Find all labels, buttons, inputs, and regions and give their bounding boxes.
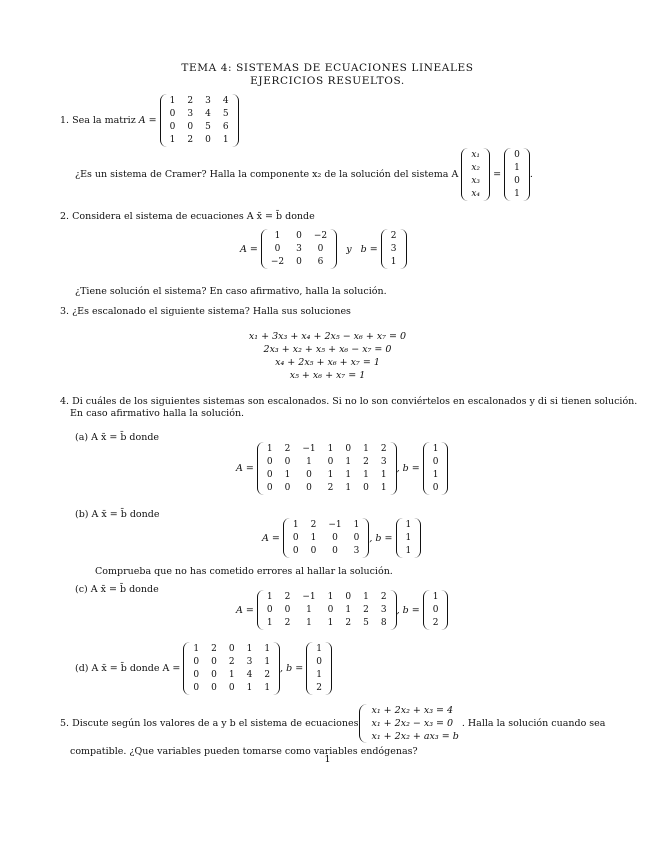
ex1-matrix-cell-2-1: 0 [187, 122, 194, 132]
ex4a-matrix-grid [267, 442, 387, 495]
ex4a-b-cell-2-0: 1 [432, 470, 439, 480]
ex2-matrix-cell-0-2: −2 [313, 231, 328, 241]
ex3-eq-2: 2x₃ + x₂ + x₅ + x₆ − x₇ = 0 [263, 344, 392, 355]
ex4b-matrix [283, 518, 369, 558]
ex1-matrix-cell-1-0: 0 [169, 109, 176, 119]
exercise-1-question [75, 148, 533, 201]
ex2-b-cell-2-0: 1 [390, 257, 397, 267]
ex4d-label: (d) A x̄ = b̄ donde A = [75, 663, 181, 674]
ex2-matrix-cell-2-2: 6 [317, 257, 324, 267]
ex2-label: 2. Considera el sistema de ecuaciones A x̄ = b̄ donde [60, 211, 315, 222]
ex4b-matrix-cell-1-1: 1 [310, 533, 317, 543]
ex1-matrix [160, 94, 239, 147]
ex4-label-2: En caso afirmativo halla la solución. [70, 408, 245, 419]
ex4c-b-cell-0-0: 1 [432, 592, 439, 602]
ex4c-matrix-name: A = [236, 604, 254, 616]
ex4c-matrix-cell-1-0: 0 [266, 605, 273, 615]
ex4a-matrix-cell-3-2: 0 [306, 483, 312, 493]
ex4d-matrix-cell-3-1: 0 [211, 683, 217, 693]
ex4c-matrix [257, 590, 397, 630]
ex1-b-cell-3-0: 1 [514, 189, 520, 199]
ex4b-matrix-cell-0-3: 1 [353, 520, 360, 530]
ex4d-matrix-cell-3-2: 0 [228, 683, 235, 693]
ex4a-matrix-cell-0-6: 2 [380, 444, 387, 454]
ex4a-b-name: , b = [396, 463, 420, 474]
ex4d-matrix-cell-3-0: 0 [193, 683, 200, 693]
ex4d-matrix-cell-0-1: 2 [211, 644, 217, 654]
ex4b-matrix-cell-1-0: 0 [292, 533, 299, 543]
ex4b-matrix-cell-2-1: 0 [310, 546, 317, 556]
ex1-matrix-cell-3-2: 0 [205, 135, 211, 145]
ex4a-matrix-cell-3-4: 1 [345, 483, 352, 493]
ex4b-matrices [262, 518, 421, 558]
ex2-matrix-cell-0-1: 0 [296, 231, 302, 241]
ex4b-note: Comprueba que no has cometido errores al hallar la solución. [95, 566, 393, 577]
ex4a-matrix-cell-2-1: 1 [284, 470, 291, 480]
ex4c-matrix-cell-0-4: 0 [345, 592, 352, 602]
ex4a-matrix-cell-1-0: 0 [266, 457, 273, 467]
ex4b-matrix-cell-2-0: 0 [292, 546, 299, 556]
ex1-question: ¿Es un sistema de Cramer? Halla la componente x₂ de la solución del sistema A [75, 169, 459, 180]
ex4c-label: (c) A x̄ = b̄ donde [75, 584, 159, 595]
ex1-b-cell-1-0: 1 [514, 163, 520, 173]
ex5-label: 5. Discute según los valores de a y b el sistema de ecuaciones [60, 718, 359, 729]
ex2-b-vector-grid [391, 229, 397, 269]
ex4a-matrix-cell-2-3: 1 [327, 470, 334, 480]
ex1-matrix-grid [170, 94, 229, 147]
exercise-5-statement [60, 704, 605, 743]
ex4a-b-cell-0-0: 1 [432, 444, 439, 454]
ex4d-matrix-cell-2-2: 1 [228, 670, 235, 680]
ex2-matrix-grid [271, 229, 327, 269]
ex4d-statement [75, 642, 332, 695]
ex4b-matrix-cell-2-2: 0 [332, 546, 338, 556]
ex4a-matrix-cell-1-4: 1 [345, 457, 352, 467]
ex4b-matrix-cell-2-3: 3 [353, 546, 360, 556]
ex1-x-cell-0-0: x₁ [471, 150, 481, 160]
ex5-eq-1: x₁ + 2x₂ + x₃ = 4 [371, 705, 454, 716]
ex4d-matrix-cell-0-2: 0 [228, 644, 235, 654]
ex4c-matrix-cell-2-2: 1 [306, 618, 312, 628]
ex4a-matrix-cell-3-1: 0 [284, 483, 291, 493]
ex4d-b-name: , b = [280, 663, 304, 674]
ex2-b-name: b = [360, 243, 378, 255]
ex4a-matrix-cell-1-1: 0 [284, 457, 291, 467]
ex4b-matrix-cell-0-2: −1 [328, 520, 342, 530]
ex4a-b-cell-1-0: 0 [432, 457, 439, 467]
ex4a-matrix-cell-1-5: 2 [363, 457, 369, 467]
ex1-matrix-cell-1-1: 3 [187, 109, 194, 119]
ex5-eq-3: x₁ + 2x₂ + ax₃ = b [371, 731, 459, 742]
ex4d-matrix-cell-1-0: 0 [193, 657, 200, 667]
ex4a-matrix-cell-3-5: 0 [363, 483, 369, 493]
ex1-b-cell-0-0: 0 [514, 150, 520, 160]
ex4d-b-cell-0-0: 1 [316, 644, 322, 654]
exercise-1-statement [60, 94, 239, 147]
ex4b-matrix-cell-0-0: 1 [292, 520, 299, 530]
ex4b-matrix-name: A = [262, 532, 280, 544]
ex4b-label: (b) A x̄ = b̄ donde [75, 509, 160, 520]
ex4a-matrix-name: A = [236, 463, 254, 474]
ex5-line2: compatible. ¿Que variables pueden tomarse como variables endógenas? [70, 746, 418, 757]
ex4d-b-vector [306, 642, 332, 695]
ex3-eq-1: x₁ + 3x₃ + x₄ + 2x₅ − x₆ + x₇ = 0 [248, 331, 407, 342]
ex4c-matrix-cell-1-5: 2 [363, 605, 369, 615]
ex4c-matrix-cell-2-0: 1 [266, 618, 273, 628]
ex4d-matrix-cell-1-4: 1 [264, 657, 271, 667]
ex4c-matrix-cell-1-3: 0 [327, 605, 334, 615]
ex4c-matrix-cell-1-2: 1 [306, 605, 312, 615]
ex2-matrix [261, 229, 337, 269]
ex4d-matrix-cell-0-0: 1 [193, 644, 200, 654]
ex4b-matrix-cell-0-1: 2 [310, 520, 317, 530]
ex4a-matrix-cell-0-0: 1 [266, 444, 273, 454]
title-line-1: TEMA 4: SISTEMAS DE ECUACIONES LINEALES [181, 62, 474, 74]
ex1-matrix-cell-2-2: 5 [205, 122, 211, 132]
ex4a-matrix-cell-1-6: 3 [380, 457, 387, 467]
ex5-eq-2: x₁ + 2x₂ − x₃ = 0 [371, 718, 454, 729]
ex2-matrix-cell-2-0: −2 [270, 257, 285, 267]
ex2-b-cell-0-0: 2 [390, 231, 397, 241]
ex2-conj: y [346, 243, 352, 255]
ex1-matrix-cell-3-3: 1 [222, 135, 229, 145]
ex2-matrix-cell-2-1: 0 [296, 257, 302, 267]
ex4d-matrix-cell-2-1: 0 [211, 670, 217, 680]
ex1-equals: = [493, 169, 502, 180]
ex4a-matrices [236, 442, 448, 495]
ex4a-matrix-cell-2-0: 0 [266, 470, 273, 480]
ex4b-b-vector [396, 518, 422, 558]
ex4d-b-cell-3-0: 2 [316, 683, 322, 693]
ex4d-b-vector-grid [316, 642, 322, 695]
ex4c-matrix-cell-2-6: 8 [380, 618, 387, 628]
ex1-matrix-cell-2-0: 0 [169, 122, 176, 132]
ex4d-matrix-cell-3-4: 1 [264, 683, 271, 693]
ex4c-matrix-cell-0-6: 2 [380, 592, 387, 602]
ex5-system [359, 704, 459, 743]
ex2-b-vector [381, 229, 407, 269]
ex4c-matrix-cell-2-3: 1 [327, 618, 334, 628]
ex3-label: 3. ¿Es escalonado el siguiente sistema? Halla sus soluciones [60, 306, 351, 317]
ex4a-matrix-cell-1-3: 0 [327, 457, 334, 467]
ex5-brace [359, 704, 368, 743]
ex1-x-vector [461, 148, 490, 201]
ex4c-b-cell-2-0: 2 [432, 618, 439, 628]
ex4-label-1: 4. Di cuáles de los siguientes sistemas son escalonados. Si no lo son conviértelos en escalonados y di si tienen solución. [60, 396, 638, 407]
ex4c-matrix-cell-2-4: 2 [345, 618, 352, 628]
ex4b-b-vector-grid [406, 518, 412, 558]
ex1-matrix-cell-1-2: 4 [205, 109, 211, 119]
ex4d-matrix-cell-2-3: 4 [246, 670, 253, 680]
ex1-x-cell-1-0: x₂ [471, 163, 481, 173]
ex4d-matrix-cell-3-3: 1 [246, 683, 253, 693]
ex4a-matrix-cell-2-5: 1 [363, 470, 369, 480]
ex4a-matrix-cell-0-1: 2 [284, 444, 291, 454]
ex4b-b-name: , b = [369, 532, 393, 544]
ex2-matrix-name: A = [240, 243, 258, 255]
ex4a-matrix-cell-0-5: 1 [363, 444, 369, 454]
ex4d-matrix-cell-2-4: 2 [264, 670, 271, 680]
ex4d-b-cell-1-0: 0 [316, 657, 322, 667]
ex4c-matrix-cell-0-2: −1 [302, 592, 316, 602]
ex4d-matrix [183, 642, 280, 695]
ex1-x-vector-grid [471, 148, 480, 201]
ex4c-b-cell-1-0: 0 [432, 605, 439, 615]
ex4a-matrix [257, 442, 397, 495]
ex4a-b-vector-grid [433, 442, 439, 495]
ex4d-matrix-grid [193, 642, 270, 695]
ex4a-matrix-cell-0-2: −1 [302, 444, 316, 454]
ex1-matrix-cell-1-3: 5 [222, 109, 229, 119]
ex4a-matrix-cell-0-3: 1 [327, 444, 334, 454]
ex1-x-cell-3-0: x₄ [471, 189, 481, 199]
ex4c-matrix-cell-1-4: 1 [345, 605, 352, 615]
ex4a-b-cell-3-0: 0 [432, 483, 439, 493]
title-line-2: EJERCICIOS RESUELTOS. [250, 75, 405, 87]
ex4c-matrix-cell-1-1: 0 [284, 605, 291, 615]
ex1-matrix-name: A = [138, 115, 157, 126]
page-number: 1 [324, 754, 331, 765]
ex4d-matrix-cell-1-2: 2 [228, 657, 235, 667]
ex1-end: . [529, 169, 533, 180]
ex4d-matrix-cell-1-3: 3 [246, 657, 253, 667]
ex3-eq-3: x₄ + 2x₅ + x₆ + x₇ = 1 [275, 357, 380, 368]
ex5-lines [372, 704, 459, 743]
ex1-matrix-cell-2-3: 6 [222, 122, 229, 132]
ex1-matrix-cell-0-2: 3 [205, 96, 211, 106]
ex4c-matrix-cell-0-0: 1 [266, 592, 273, 602]
ex4c-matrix-cell-0-5: 1 [363, 592, 369, 602]
ex1-matrix-cell-0-3: 4 [222, 96, 229, 106]
ex4d-matrix-cell-1-1: 0 [211, 657, 217, 667]
ex4a-matrix-cell-1-2: 1 [306, 457, 312, 467]
ex4b-b-cell-2-0: 1 [405, 546, 412, 556]
ex4c-matrices [236, 590, 448, 630]
ex1-b-cell-2-0: 0 [514, 176, 520, 186]
ex3-eq-4: x₅ + x₆ + x₇ = 1 [289, 370, 366, 381]
ex2-matrix-cell-1-0: 0 [274, 244, 281, 254]
exercise-2-matrices [240, 229, 407, 269]
ex3-equations [0, 330, 655, 382]
ex1-matrix-cell-3-0: 1 [169, 135, 176, 145]
ex4c-matrix-cell-0-3: 1 [327, 592, 334, 602]
ex4d-matrix-cell-0-4: 1 [264, 644, 271, 654]
ex2-matrix-cell-1-1: 3 [296, 244, 302, 254]
ex4c-matrix-grid [267, 590, 387, 630]
ex1-matrix-cell-0-1: 2 [187, 96, 194, 106]
ex1-b-vector-grid [514, 148, 520, 201]
ex5-after: . Halla la solución cuando sea [461, 718, 606, 729]
ex4a-matrix-cell-2-6: 1 [380, 470, 387, 480]
ex1-matrix-cell-3-1: 2 [187, 135, 194, 145]
ex4a-matrix-cell-0-4: 0 [345, 444, 352, 454]
ex2-b-cell-1-0: 3 [390, 244, 397, 254]
ex1-matrix-cell-0-0: 1 [169, 96, 176, 106]
ex4c-matrix-cell-0-1: 2 [284, 592, 291, 602]
ex4c-matrix-cell-1-6: 3 [380, 605, 387, 615]
ex4a-b-vector [423, 442, 449, 495]
ex1-b-vector [504, 148, 530, 201]
ex4a-label: (a) A x̄ = b̄ donde [75, 432, 160, 443]
ex4c-b-name: , b = [396, 604, 420, 616]
ex1-label: 1. Sea la matriz [60, 115, 136, 126]
ex4d-matrix-cell-0-3: 1 [246, 644, 253, 654]
ex4b-matrix-grid [293, 518, 359, 558]
ex4b-matrix-cell-1-2: 0 [332, 533, 338, 543]
ex2-question: ¿Tiene solución el sistema? En caso afirmativo, halla la solución. [75, 286, 387, 297]
ex4b-matrix-cell-1-3: 0 [353, 533, 360, 543]
ex4b-b-cell-1-0: 1 [405, 533, 412, 543]
ex4c-matrix-cell-2-5: 5 [363, 618, 369, 628]
ex4d-matrix-cell-2-0: 0 [193, 670, 200, 680]
ex4a-matrix-cell-3-3: 2 [327, 483, 334, 493]
ex4a-matrix-cell-3-6: 1 [380, 483, 387, 493]
ex4c-b-vector-grid [433, 590, 439, 630]
ex2-matrix-cell-0-0: 1 [274, 231, 281, 241]
ex4a-matrix-cell-2-2: 0 [306, 470, 312, 480]
ex4d-b-cell-2-0: 1 [316, 670, 322, 680]
ex4c-matrix-cell-2-1: 2 [284, 618, 291, 628]
ex4b-b-cell-0-0: 1 [405, 520, 412, 530]
ex4a-matrix-cell-3-0: 0 [266, 483, 273, 493]
ex2-matrix-cell-1-2: 0 [317, 244, 324, 254]
ex4a-matrix-cell-2-4: 1 [345, 470, 352, 480]
ex1-x-cell-2-0: x₃ [471, 176, 481, 186]
ex4c-b-vector [423, 590, 449, 630]
